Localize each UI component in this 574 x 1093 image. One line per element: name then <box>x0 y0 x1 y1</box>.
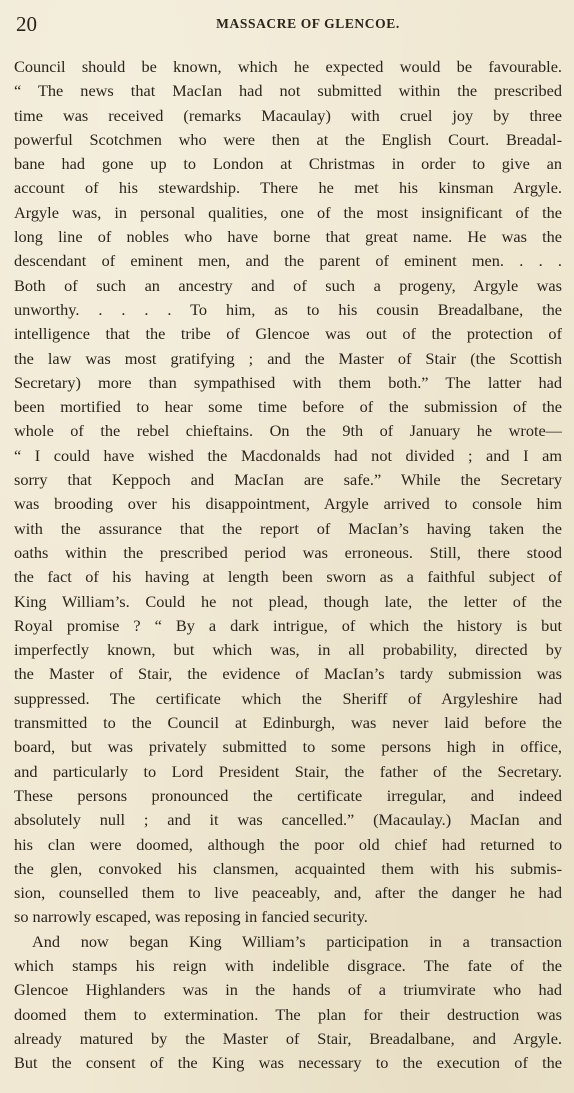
text-line: descendant of eminent men, and the parent of eminent men. . . . <box>14 251 562 271</box>
text-line: Glencoe Highlanders was in the hands of a triumvirate who had <box>14 980 562 1000</box>
text-line: board, but was privately submitted to some persons high in office, <box>14 737 562 757</box>
text-line: the fact of his having at length been sworn as a faithful subject of <box>14 567 562 587</box>
text-line: suppressed. The certificate which the Sheriff of Argyleshire had <box>14 688 562 708</box>
text-line: Secretary) more than sympathised with them both.” The latter had <box>14 372 562 392</box>
text-line: unworthy. . . . . To him, as to his cousin Breadalbane, the <box>14 299 562 319</box>
text-line-paragraph-end: so narrowly escaped, was reposing in fancied security. <box>14 907 368 927</box>
text-line: But the consent of the King was necessary to the execution of the <box>14 1053 562 1073</box>
text-line: time was received (remarks Macaulay) with cruel joy by three <box>14 105 562 125</box>
text-line: with the assurance that the report of MacIan’s having taken the <box>14 518 562 538</box>
text-line: been mortified to hear some time before of the submission of the <box>14 397 562 417</box>
text-line: sorry that Keppoch and MacIan are safe.” While the Secretary <box>14 470 562 490</box>
text-line: transmitted to the Council at Edinburgh, was never laid before the <box>14 713 562 733</box>
text-line: the Master of Stair, the evidence of MacIan’s tardy submission was <box>14 664 562 684</box>
text-line-paragraph-start: And now began King William’s participation in a transaction <box>32 931 562 951</box>
text-line: sion, counselled them to live peaceably, and, after the danger he had <box>14 883 562 903</box>
text-line: Argyle was, in personal qualities, one of the most insignificant of the <box>14 202 562 222</box>
running-head: MASSACRE OF GLENCOE. <box>216 16 400 31</box>
text-line: and particularly to Lord President Stair, the father of the Secretary. <box>14 761 562 781</box>
text-line: the glen, convoked his clansmen, acquainted them with his submis- <box>14 858 562 878</box>
text-line: oaths within the prescribed period was erroneous. Still, there stood <box>14 542 562 562</box>
text-line: “ I could have wished the Macdonalds had not divided ; and I am <box>14 445 562 465</box>
text-line: “ The news that MacIan had not submitted within the prescribed <box>14 81 562 101</box>
text-line: imperfectly known, but which was, in all probability, directed by <box>14 640 562 660</box>
text-line: which stamps his reign with indelible disgrace. The fate of the <box>14 955 562 975</box>
text-line: doomed them to extermination. The plan for their destruction was <box>14 1004 562 1024</box>
text-line: Both of such an ancestry and of such a progeny, Argyle was <box>14 275 562 295</box>
text-line: intelligence that the tribe of Glencoe was out of the protection of <box>14 324 562 344</box>
body-text <box>14 55 562 1075</box>
text-line: was brooding over his disappointment, Argyle arrived to console him <box>14 494 562 514</box>
text-line: powerful Scotchmen who were then at the English Court. Breadal- <box>14 129 562 149</box>
text-line: long line of nobles who have borne that great name. He was the <box>14 227 562 247</box>
text-line: Royal promise ? “ By a dark intrigue, of which the history is but <box>14 615 562 635</box>
text-line: account of his stewardship. There he met his kinsman Argyle. <box>14 178 562 198</box>
text-line: These persons pronounced the certificate irregular, and indeed <box>14 785 562 805</box>
text-line: his clan were doomed, although the poor old chief had returned to <box>14 834 562 854</box>
text-line: absolutely null ; and it was cancelled.” (Macaulay.) MacIan and <box>14 810 562 830</box>
text-line: Council should be known, which he expected would be favourable. <box>14 57 562 76</box>
text-line: bane had gone up to London at Christmas in order to give an <box>14 154 562 174</box>
text-line: already matured by the Master of Stair, Breadalbane, and Argyle. <box>14 1028 562 1048</box>
page-header <box>16 9 560 39</box>
page-number: 20 <box>16 12 37 36</box>
text-line: the law was most gratifying ; and the Master of Stair (the Scottish <box>14 348 562 368</box>
text-line: King William’s. Could he not plead, though late, the letter of the <box>14 591 562 611</box>
text-line: whole of the rebel chieftains. On the 9th of January he wrote— <box>14 421 562 441</box>
